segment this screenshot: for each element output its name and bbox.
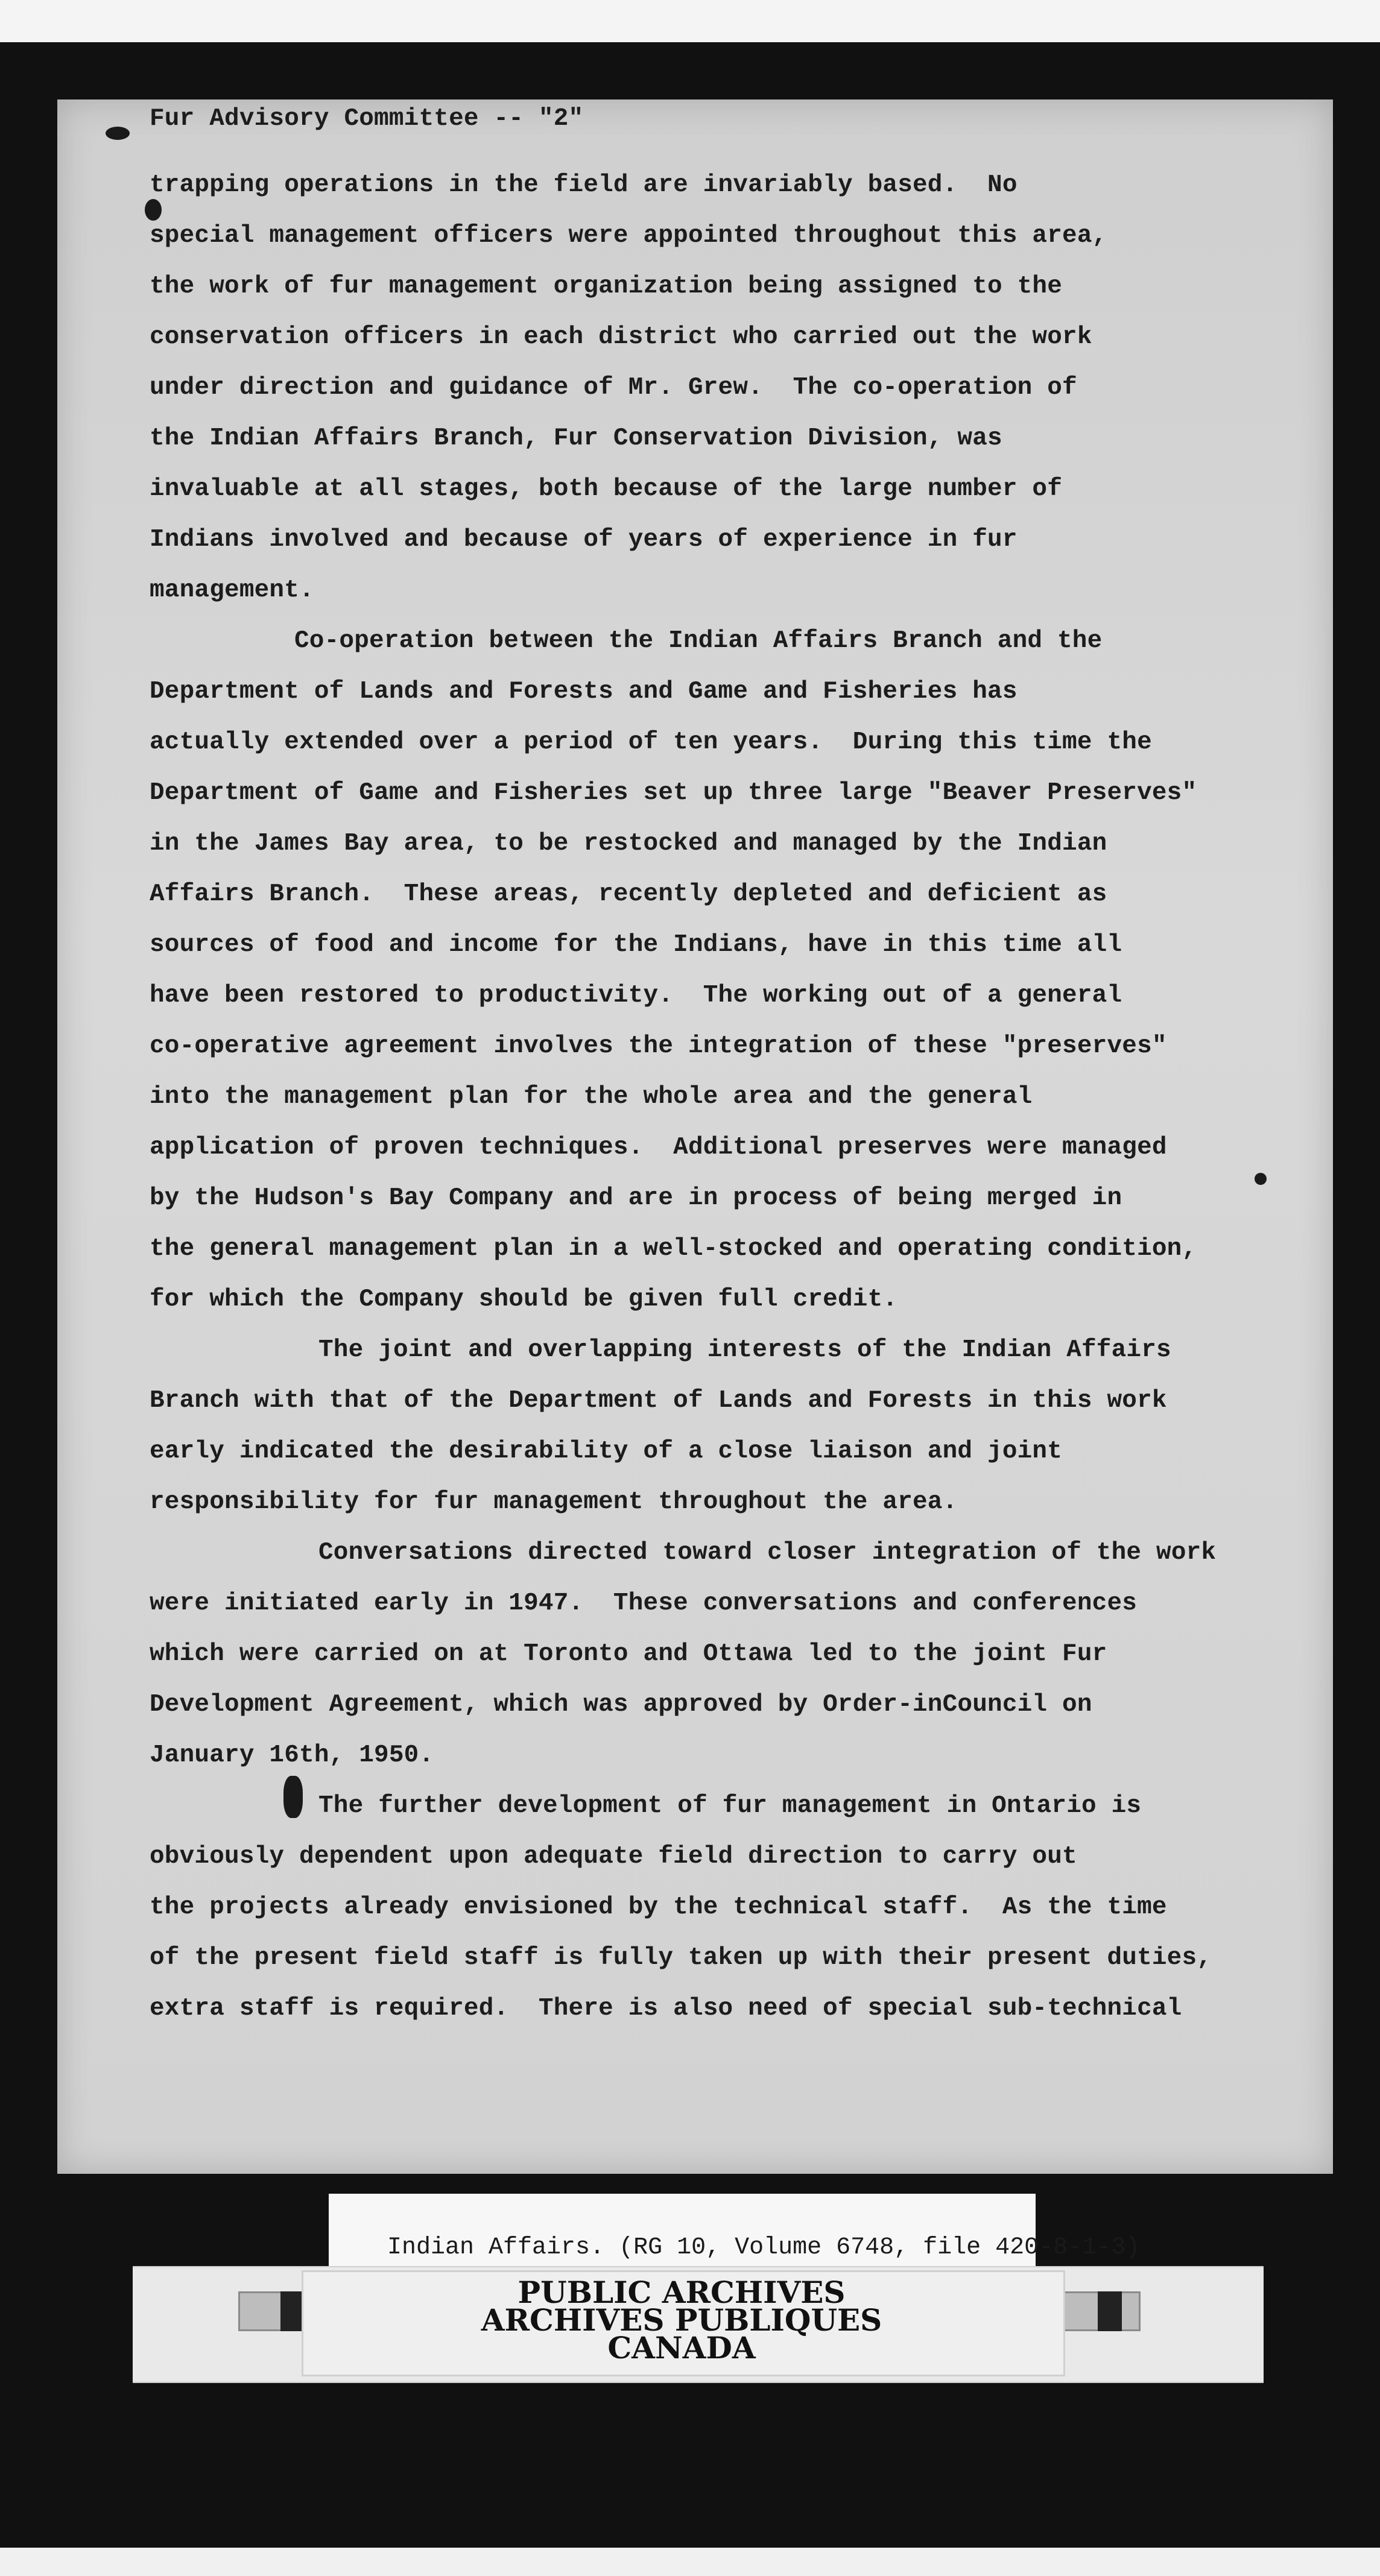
text-line: early indicated the desirability of a close liaison and joint [150,1438,1063,1465]
archive-stamp-line-1: PUBLIC ARCHIVES [518,2275,846,2310]
text-line: of the present field staff is fully taken up with their present duties, [150,1944,1212,1972]
text-line: Affairs Branch. These areas, recently depleted and deficient as [150,880,1107,908]
text-line: Development Agreement, which was approved by Order-inCouncil on [150,1691,1092,1719]
text-line: were initiated early in 1947. These conversations and conferences [150,1589,1138,1617]
text-line: have been restored to productivity. The working out of a general [150,982,1122,1009]
text-line: actually extended over a period of ten years. During this time the [150,728,1152,756]
text-line: The joint and overlapping interests of the Indian Affairs [318,1336,1171,1364]
text-line: extra staff is required. There is also need of special sub-technical [150,1995,1182,2022]
text-line: The further development of fur management in Ontario is [318,1792,1142,1820]
text-line: under direction and guidance of Mr. Grew. The co-operation of [150,374,1077,402]
document-text [150,93,1283,2034]
film-clip-left-dark [280,2291,305,2331]
text-line: into the management plan for the whole area and the general [150,1083,1033,1111]
text-line: the projects already envisioned by the technical staff. As the time [150,1893,1167,1921]
text-line: Co-operation between the Indian Affairs Branch and the [294,627,1103,655]
film-bottom-edge [0,2548,1380,2576]
text-line: Department of Game and Fisheries set up three large "Beaver Preserves" [150,779,1197,807]
text-line: obviously dependent upon adequate field direction to carry out [150,1843,1077,1870]
text-line: in the James Bay area, to be restocked and managed by the Indian [150,830,1107,857]
text-line: which were carried on at Toronto and Ottawa led to the joint Fur [150,1640,1107,1668]
text-line: trapping operations in the field are invariably based. No [150,171,1018,199]
text-line: Branch with that of the Department of Lands and Forests in this work [150,1387,1167,1415]
text-line: Conversations directed toward closer integration of the work [318,1539,1217,1567]
text-line: special management officers were appointed throughout this area, [150,222,1107,250]
text-line: by the Hudson's Bay Company and are in process of being merged in [150,1184,1122,1212]
film-top-edge [0,0,1380,42]
text-line: Department of Lands and Forests and Game and Fisheries has [150,678,1018,706]
text-line: the work of fur management organization being assigned to the [150,273,1063,300]
ink-smudge [106,127,130,140]
text-line: invaluable at all stages, both because of the large number of [150,475,1063,503]
archive-citation: Indian Affairs. (RG 10, Volume 6748, file 420-8-1-3) [387,2234,1141,2261]
archive-stamp-line-2: ARCHIVES PUBLIQUES [481,2302,882,2338]
text-line: for which the Company should be given full credit. [150,1286,898,1313]
archive-stamp-line-3: CANADA [607,2330,756,2366]
text-line: the general management plan in a well-stocked and operating condition, [150,1235,1197,1263]
text-line: January 16th, 1950. [150,1741,434,1769]
text-line: conservation officers in each district who carried out the work [150,323,1092,351]
film-clip-right-dark [1098,2291,1122,2331]
text-line: sources of food and income for the Indians, have in this time all [150,931,1122,959]
text-line: Indians involved and because of years of experience in fur [150,526,1018,554]
text-line: responsibility for fur management throughout the area. [150,1488,958,1516]
text-line: co-operative agreement involves the integration of these "preserves" [150,1032,1167,1060]
text-line: application of proven techniques. Additional preserves were managed [150,1134,1167,1161]
text-line: the Indian Affairs Branch, Fur Conservation Division, was [150,425,1002,452]
text-line: management. [150,576,314,604]
page-header: Fur Advisory Committee -- "2" [150,105,584,133]
